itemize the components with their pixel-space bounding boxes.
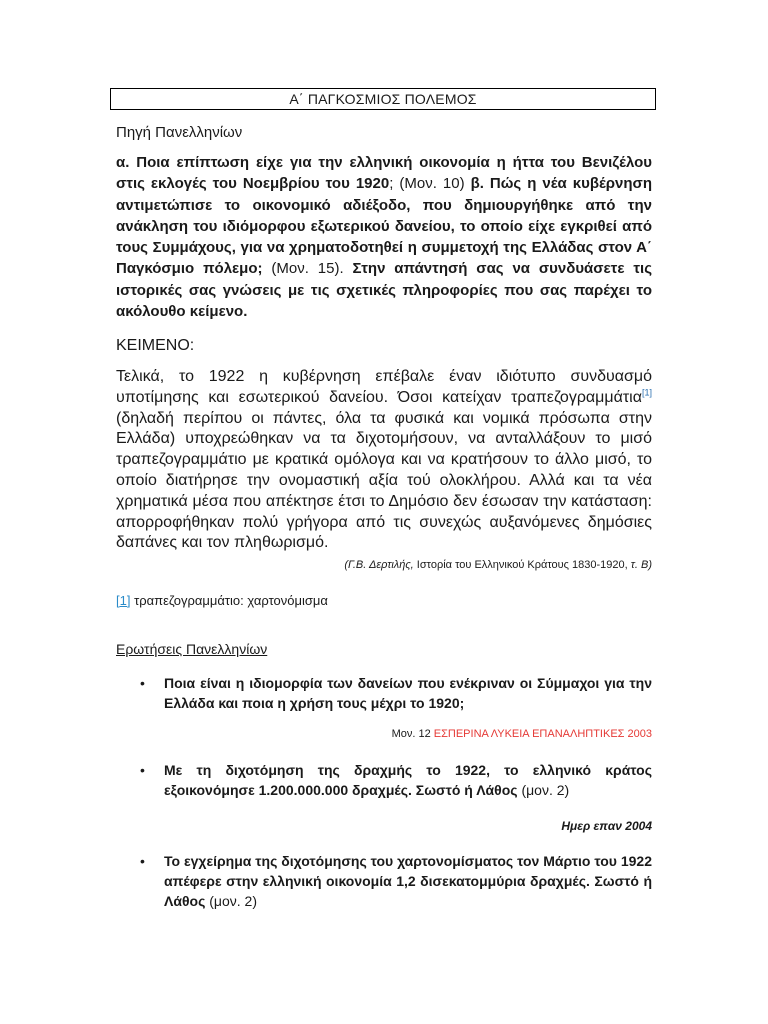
- source-text-part-2: (δηλαδή περίπου οι πάντες, όλα τα φυσικά και νομικά πρόσωπα στην Ελλάδα) υποχρεώθηκαν να τα διχοτομήσουν, να ανταλλάξουν το μισό τραπεζογραμμάτιο με κρατικά ομόλογα και να κρατήσουν το άλλο μισό, το οποίο διατήρησε την ονομαστική αξία τού ολοκλήρου. Αλλά και τα νέα χρηματικά μέσα που απέκτησε έτσι το Δημόσιο δεν έσωσαν την κατάσταση: απορροφήθηκαν πολύ γρήγορα από τις συνεχώς αυξανόμενες δημόσιες δαπάνες και τον πληθωρισμό.: [116, 409, 652, 552]
- source-label: Πηγή Πανελληνίων: [116, 124, 243, 141]
- bullet-text: [164, 760, 652, 800]
- question-points-b: (Μον. 15).: [271, 260, 353, 278]
- marker-exam-name: ΕΣΠΕΡΙΝΑ ΛΥΚΕΙΑ ΕΠΑΝΑΛΗΠΤΙΚΕΣ 2003: [433, 728, 652, 740]
- bullet-text: Ποια είναι η ιδιομορφία των δανείων που ενέκριναν οι Σύμμαχοι για την Ελλάδα και ποια η χρήση τους μέχρι το 1920;: [164, 675, 652, 711]
- citation-author: (Γ.Β. Δερτιλής,: [344, 559, 417, 571]
- question-sep-a: ;: [389, 175, 394, 193]
- question-bullet-1: [140, 673, 652, 713]
- exam-marker-2003: [116, 728, 652, 740]
- question-part-a: α. Ποια επίπτωση είχε για την ελληνική οικονομία η ήττα του Βενιζέλου στις εκλογές του Νοεμβρίου του 1920: [116, 154, 652, 193]
- bullet-points: (μον. 2): [205, 893, 257, 909]
- source-text: [116, 367, 652, 554]
- page-title: Α΄ ΠΑΓΚΟΣΜΙΟΣ ΠΟΛΕΜΟΣ: [110, 88, 656, 110]
- question-bullet-2: [140, 760, 652, 800]
- footnote-link[interactable]: [1]: [116, 593, 131, 608]
- question-points-a: (Μον. 10): [393, 175, 471, 193]
- questions-heading: Ερωτήσεις Πανελληνίων: [116, 641, 268, 657]
- footnote-text: τραπεζογραμμάτιο: χαρτονόμισμα: [130, 593, 328, 608]
- citation-volume: τ. Β): [627, 559, 652, 571]
- bullet-icon: •: [140, 853, 145, 869]
- bullet-text: [164, 851, 652, 911]
- source-text-part-1: Τελικά, το 1922 η κυβέρνηση επέβαλε έναν ιδιότυπο συνδυασμό υποτίμησης και εσωτερικού δανείου. Όσοι κατείχαν τραπεζογραμμάτια: [116, 368, 652, 406]
- bullet-points: (μον. 2): [517, 782, 570, 798]
- bullet-text-tail: . Σωστό ή Λάθος: [164, 873, 652, 909]
- citation-work: Ιστορία του Ελληνικού Κράτους 1830-1920,: [416, 559, 628, 571]
- bullet-icon: •: [140, 762, 145, 778]
- footnote: [116, 593, 328, 608]
- marker-points: Μον. 12: [391, 728, 434, 740]
- citation: [116, 559, 652, 571]
- question-part-b: β. Πώς η νέα κυβέρνηση αντιμετώπισε το οικονομικό αδιέξοδο, που δημιουργήθηκε από την ανάκληση του ιδιόμορφου εξωτερικού δανείου, το οποίο είχε εγκριθεί από τους Συμμάχους, για να χρηματοδοτηθεί η συμμετοχή της Ελλάδας στον Α΄ Παγκόσμιο πόλεμο;: [116, 175, 652, 278]
- text-label: ΚΕΙΜΕΝΟ:: [116, 337, 195, 354]
- question-bullet-3: [140, 851, 652, 911]
- question-paragraph: [116, 152, 652, 322]
- footnote-reference[interactable]: [1]: [641, 387, 652, 398]
- exam-marker-2004: Ημερ επαν 2004: [561, 819, 652, 833]
- bullet-icon: •: [140, 675, 145, 691]
- question-instruction: Στην απάντησή σας να συνδυάσετε τις ιστορικές σας γνώσεις με τις σχετικές πληροφορίες που σας παρέχει το ακόλουθο κείμενο.: [116, 260, 652, 321]
- bullet-text-main: Με τη διχοτόμηση της δραχμής το 1922, το ελληνικό κράτος εξοικονόμησε 1.200.000.000 δραχμές. Σωστό ή Λάθος: [164, 762, 652, 798]
- bullet-text-main: Το εγχείρημα της διχοτόμησης του χαρτονομίσματος τον Μάρτιο του 1922 απέφερε στην ελληνική οικονομία 1,2 δισεκατομμύρια δραχμές: [164, 853, 652, 889]
